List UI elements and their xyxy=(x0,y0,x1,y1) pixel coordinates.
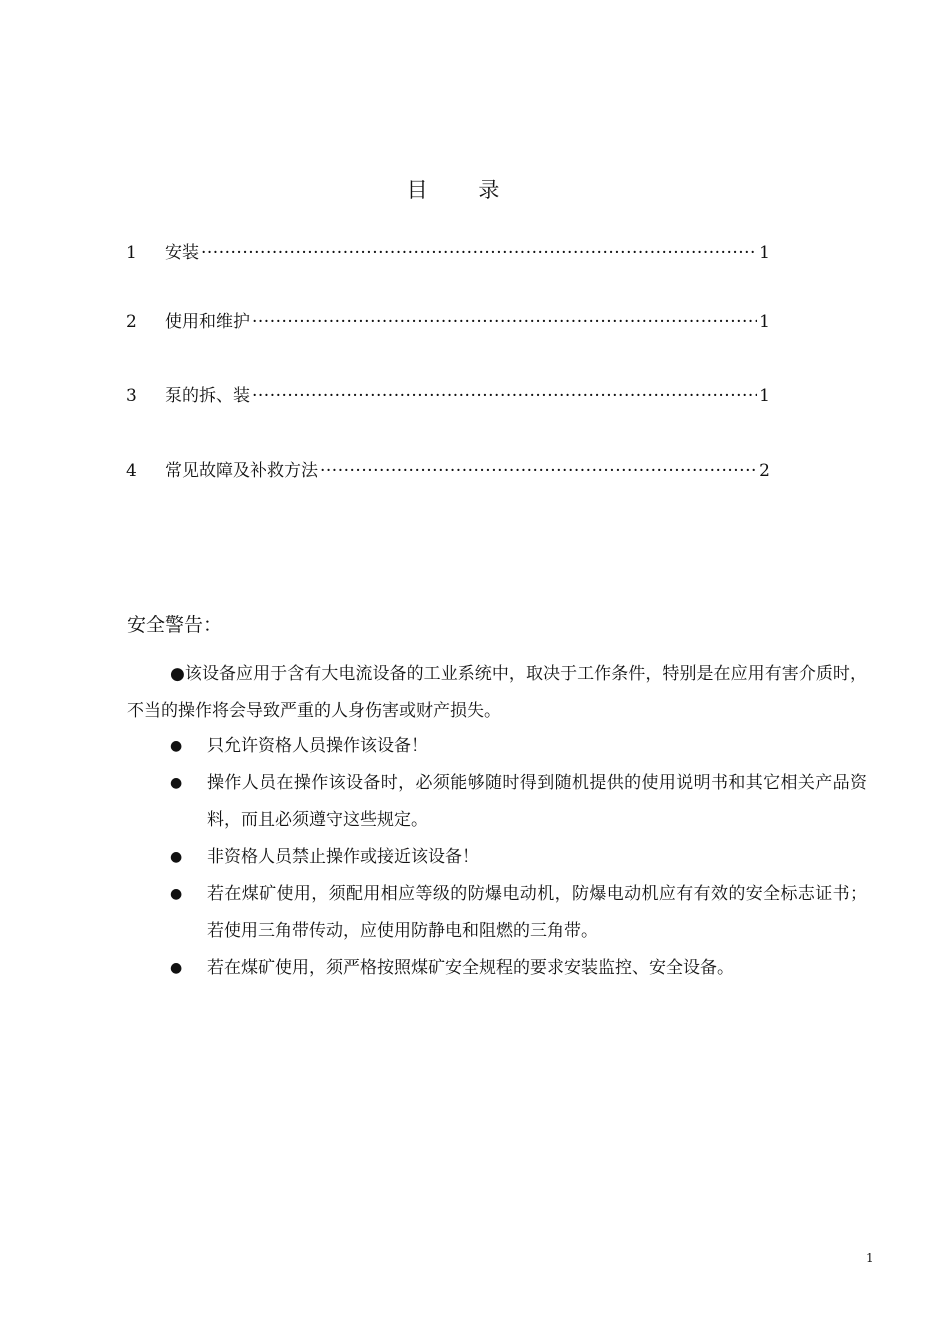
toc-entry-label: 常见故障及补救方法 xyxy=(165,461,318,481)
toc-entry-page: 1 xyxy=(759,312,770,332)
list-item xyxy=(170,728,867,765)
safety-warning-heading: 安全警告： xyxy=(127,614,223,636)
safety-warning-list xyxy=(170,728,867,987)
safety-warning-intro: ●该设备应用于含有大电流设备的工业系统中，取决于工作条件，特别是在应用有害介质时，不当的操作将会导致严重的人身伤害或财产损失。 xyxy=(127,664,867,721)
toc-dot-leader xyxy=(252,383,757,409)
list-item xyxy=(170,876,867,950)
toc-entry-number: 3 xyxy=(126,386,137,406)
toc-entry-label: 安装 xyxy=(165,243,199,263)
toc-entry-page: 2 xyxy=(759,461,770,481)
list-item xyxy=(170,950,867,987)
list-item-text: 非资格人员禁止操作或接近该设备！ xyxy=(207,847,479,867)
bullet-icon: ● xyxy=(170,886,183,902)
list-item xyxy=(170,839,867,876)
toc-entry-page: 1 xyxy=(759,243,770,263)
toc-entry-page: 1 xyxy=(759,386,770,406)
toc-entry-label: 使用和维护 xyxy=(165,312,250,332)
toc-entry-install[interactable] xyxy=(126,240,770,266)
list-item xyxy=(170,765,867,839)
toc-entry-pump-disassembly[interactable] xyxy=(126,383,770,409)
toc-entry-number: 2 xyxy=(126,312,137,332)
bullet-icon: ● xyxy=(170,849,183,865)
bullet-icon: ● xyxy=(170,960,183,976)
list-item-text: 若在煤矿使用，须配用相应等级的防爆电动机，防爆电动机应有有效的安全标志证书；若使用三角带传动，应使用防静电和阻燃的三角带。 xyxy=(207,884,867,941)
list-item-text: 只允许资格人员操作该设备！ xyxy=(207,736,428,756)
toc-dot-leader xyxy=(252,309,757,335)
toc-entry-number: 4 xyxy=(126,461,137,481)
toc-title: 目 录 xyxy=(406,178,522,202)
bullet-icon: ● xyxy=(170,775,183,791)
toc-entry-use-maintenance[interactable] xyxy=(126,309,770,335)
bullet-icon: ● xyxy=(170,738,183,754)
page-number: 1 xyxy=(866,1251,874,1265)
toc-entry-number: 1 xyxy=(126,243,137,263)
list-item-text: 若在煤矿使用，须严格按照煤矿安全规程的要求安装监控、安全设备。 xyxy=(207,958,734,978)
toc-entry-troubleshooting[interactable] xyxy=(126,458,770,484)
toc-dot-leader xyxy=(320,458,757,484)
toc-entry-label: 泵的拆、装 xyxy=(165,386,250,406)
toc-dot-leader xyxy=(201,240,757,266)
list-item-text: 操作人员在操作该设备时，必须能够随时得到随机提供的使用说明书和其它相关产品资料，而且必须遵守这些规定。 xyxy=(207,773,867,830)
